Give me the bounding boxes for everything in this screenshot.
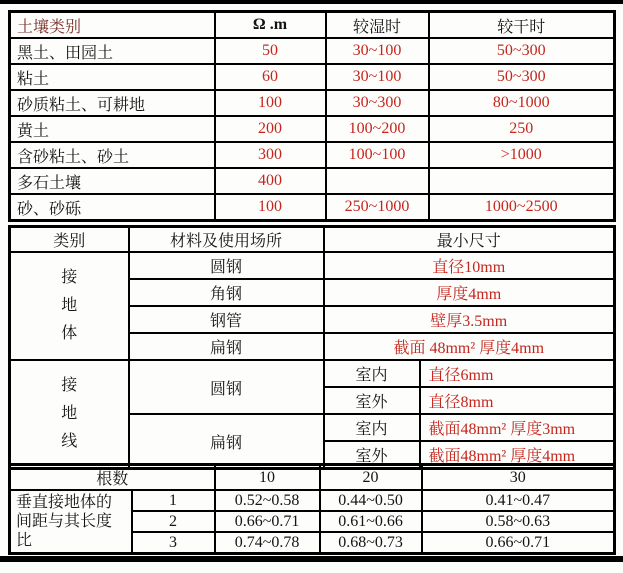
location-cell: 室外 (324, 387, 420, 414)
resistivity-cell: 400 (215, 168, 326, 194)
material-cell: 钢管 (129, 306, 324, 333)
soil-resistivity-table (8, 10, 616, 222)
resistivity-cell: 60 (215, 64, 326, 90)
material-header: 材料及使用场所 (129, 227, 324, 253)
value-cell: 0.41~0.47 (422, 490, 615, 511)
value-cell: 0.66~0.71 (422, 532, 615, 554)
location-cell: 室外 (324, 441, 420, 469)
table-row (10, 360, 615, 387)
wet-cell: 100~200 (326, 116, 429, 142)
resistivity-cell: 200 (215, 116, 326, 142)
table-row (10, 252, 615, 279)
material-cell: 圆钢 (129, 360, 324, 414)
soil-type-cell: 砂质粘土、可耕地 (10, 90, 215, 116)
soil-type-cell: 多石土壤 (10, 168, 215, 194)
size-cell: 截面48mm² 厚度4mm (420, 441, 615, 469)
dry-cell: 50~300 (429, 64, 615, 90)
table-row (10, 116, 615, 142)
soil-type-cell: 砂、砂砾 (10, 194, 215, 221)
dry-cell: >1000 (429, 142, 615, 168)
page-top-rule (0, 0, 623, 4)
size-cell: 截面48mm² 厚度3mm (420, 414, 615, 441)
grounding-size-table (8, 225, 616, 470)
table-row (10, 142, 615, 168)
category-header: 类别 (10, 227, 129, 253)
ohm-meter-header: Ω .m (215, 12, 326, 39)
wet-cell: 250~1000 (326, 194, 429, 221)
soil-type-header: 土壤类别 (10, 12, 215, 39)
material-cell: 扁钢 (129, 333, 324, 360)
dry-cell: 80~1000 (429, 90, 615, 116)
page-bottom-rule (0, 556, 623, 562)
table-row (10, 490, 615, 511)
wet-cell (326, 168, 429, 194)
value-cell: 0.44~0.50 (320, 490, 422, 511)
resistivity-cell: 100 (215, 194, 326, 221)
table-row (10, 90, 615, 116)
wet-cell: 30~300 (326, 90, 429, 116)
table-header-row (10, 465, 615, 491)
resistivity-cell: 300 (215, 142, 326, 168)
value-cell: 0.52~0.58 (215, 490, 320, 511)
dry-cell: 50~300 (429, 38, 615, 64)
col-header-30: 30 (422, 465, 615, 491)
soil-type-cell: 黄土 (10, 116, 215, 142)
value-cell: 0.68~0.73 (320, 532, 422, 554)
min-size-header: 最小尺寸 (324, 227, 615, 253)
category-label: 接地线 (61, 377, 78, 450)
dry-cell: 250 (429, 116, 615, 142)
size-cell: 厚度4mm (324, 279, 615, 306)
row-label-cell: 垂直接地体的间距与其长度比 (10, 490, 132, 554)
table-row (10, 38, 615, 64)
category-label: 接地体 (61, 269, 78, 342)
soil-type-cell: 粘土 (10, 64, 215, 90)
value-cell: 0.58~0.63 (422, 511, 615, 532)
size-cell: 截面 48mm² 厚度4mm (324, 333, 615, 360)
table-row (10, 64, 615, 90)
wet-cell: 30~100 (326, 64, 429, 90)
table-row (10, 194, 615, 221)
table-row (10, 168, 615, 194)
category-cell-conductor (10, 360, 129, 469)
location-cell: 室内 (324, 414, 420, 441)
location-cell: 室内 (324, 360, 420, 387)
size-cell: 壁厚3.5mm (324, 306, 615, 333)
dry-header: 较干时 (429, 12, 615, 39)
wet-cell: 100~100 (326, 142, 429, 168)
resistivity-cell: 50 (215, 38, 326, 64)
material-cell: 角钢 (129, 279, 324, 306)
col-header-20: 20 (320, 465, 422, 491)
wet-cell: 30~100 (326, 38, 429, 64)
col-header-10: 10 (215, 465, 320, 491)
size-cell: 直径6mm (420, 360, 615, 387)
count-cell: 1 (132, 490, 215, 511)
material-cell: 扁钢 (129, 414, 324, 469)
dry-cell (429, 168, 615, 194)
dry-cell: 1000~2500 (429, 194, 615, 221)
count-cell: 2 (132, 511, 215, 532)
material-cell: 圆钢 (129, 252, 324, 279)
count-cell: 3 (132, 532, 215, 554)
count-header: 根数 (10, 465, 215, 491)
ratio-coefficient-table (8, 463, 616, 555)
value-cell: 0.74~0.78 (215, 532, 320, 554)
soil-type-cell: 含砂粘土、砂土 (10, 142, 215, 168)
value-cell: 0.61~0.66 (320, 511, 422, 532)
category-cell-electrode (10, 252, 129, 360)
table-header-row (10, 227, 615, 253)
soil-type-cell: 黑土、田园土 (10, 38, 215, 64)
wet-header: 较湿时 (326, 12, 429, 39)
table-header-row (10, 12, 615, 39)
value-cell: 0.66~0.71 (215, 511, 320, 532)
size-cell: 直径10mm (324, 252, 615, 279)
size-cell: 直径8mm (420, 387, 615, 414)
resistivity-cell: 100 (215, 90, 326, 116)
